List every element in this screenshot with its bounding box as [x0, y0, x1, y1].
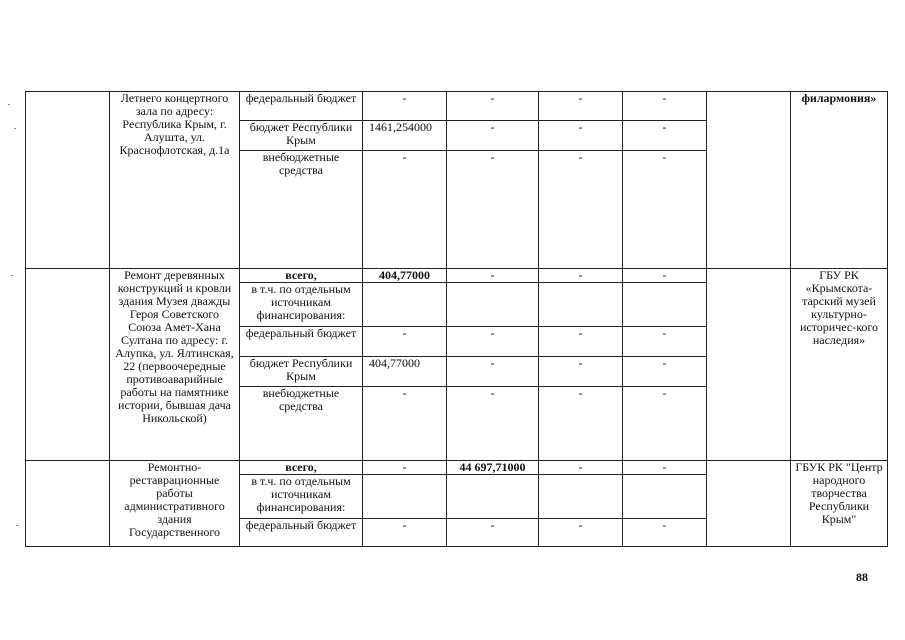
value-cell — [447, 283, 539, 327]
value-cell: - — [363, 327, 447, 357]
scan-speck — [8, 104, 10, 105]
value-cell: - — [623, 327, 707, 357]
scan-speck — [11, 275, 13, 276]
value-cell: - — [447, 519, 539, 547]
value-cell — [447, 475, 539, 519]
value-cell: - — [539, 92, 623, 121]
row-number-cell — [26, 269, 110, 461]
source-cell: федеральный бюджет — [240, 327, 363, 357]
note-cell — [707, 461, 791, 547]
value-cell: - — [539, 519, 623, 547]
table-row — [26, 92, 888, 121]
object-cell: Ремонтно-реставрационные работы административного здания Государственного — [110, 461, 240, 547]
value-cell: - — [539, 327, 623, 357]
row-number-cell — [26, 92, 110, 269]
source-cell: в т.ч. по отдельным источникам финансирования: — [240, 475, 363, 519]
value-cell: 404,77000 — [363, 357, 447, 387]
value-cell — [539, 475, 623, 519]
value-cell: - — [623, 357, 707, 387]
page-number: 88 — [856, 570, 868, 584]
scan-speck — [14, 128, 16, 129]
source-cell: всего, — [240, 269, 363, 283]
value-cell: - — [363, 151, 447, 269]
object-cell: Ремонт деревянных конструкций и кровли здания Музея дважды Героя Советского Союза Амет-Хана Султана по адресу: г. Алупка, ул. Ялтинская, 22 (первоочередные противоаварийные работы на памятнике истории, бывшая дача Никольской) — [110, 269, 240, 461]
value-cell: - — [363, 519, 447, 547]
value-cell: - — [623, 519, 707, 547]
source-cell: в т.ч. по отдельным источникам финансирования: — [240, 283, 363, 327]
value-cell: - — [447, 121, 539, 151]
object-cell: Летнего концертного зала по адресу: Республика Крым, г. Алушта, ул. Краснофлотская, д.1а — [110, 92, 240, 269]
value-cell: 44 697,71000 — [447, 461, 539, 475]
value-cell: - — [623, 121, 707, 151]
financing-table — [25, 91, 888, 547]
executor-cell: ГБУ РК «Крымскота-тарский музей культурно-историчес-кого наследия» — [791, 269, 888, 461]
note-cell — [707, 269, 791, 461]
source-cell: федеральный бюджет — [240, 92, 363, 121]
source-cell: бюджет Республики Крым — [240, 357, 363, 387]
value-cell: - — [623, 387, 707, 461]
row-number-cell — [26, 461, 110, 547]
value-cell — [623, 475, 707, 519]
table-row — [26, 461, 888, 475]
value-cell: - — [539, 151, 623, 269]
value-cell: - — [539, 269, 623, 283]
value-cell: - — [447, 92, 539, 121]
note-cell — [707, 92, 791, 269]
value-cell: - — [623, 151, 707, 269]
source-cell: бюджет Республики Крым — [240, 121, 363, 151]
value-cell: 404,77000 — [363, 269, 447, 283]
value-cell: - — [539, 387, 623, 461]
source-cell: федеральный бюджет — [240, 519, 363, 547]
value-cell: - — [539, 357, 623, 387]
value-cell: - — [363, 92, 447, 121]
value-cell: - — [447, 327, 539, 357]
value-cell: - — [623, 461, 707, 475]
value-cell: - — [363, 387, 447, 461]
table-row — [26, 269, 888, 283]
value-cell: 1461,254000 — [363, 121, 447, 151]
value-cell — [623, 283, 707, 327]
executor-cell: филармония» — [791, 92, 888, 269]
value-cell: - — [539, 121, 623, 151]
value-cell — [539, 283, 623, 327]
value-cell — [363, 283, 447, 327]
value-cell: - — [447, 151, 539, 269]
value-cell: - — [363, 461, 447, 475]
value-cell: - — [447, 357, 539, 387]
value-cell: - — [447, 387, 539, 461]
value-cell: - — [623, 92, 707, 121]
value-cell: - — [539, 461, 623, 475]
value-cell: - — [447, 269, 539, 283]
scan-speck — [16, 525, 18, 526]
value-cell: - — [623, 269, 707, 283]
source-cell: внебюджетные средства — [240, 387, 363, 461]
executor-cell: ГБУК РК "Центр народного творчества Республики Крым" — [791, 461, 888, 547]
source-cell: всего, — [240, 461, 363, 475]
source-cell: внебюджетные средства — [240, 151, 363, 269]
value-cell — [363, 475, 447, 519]
